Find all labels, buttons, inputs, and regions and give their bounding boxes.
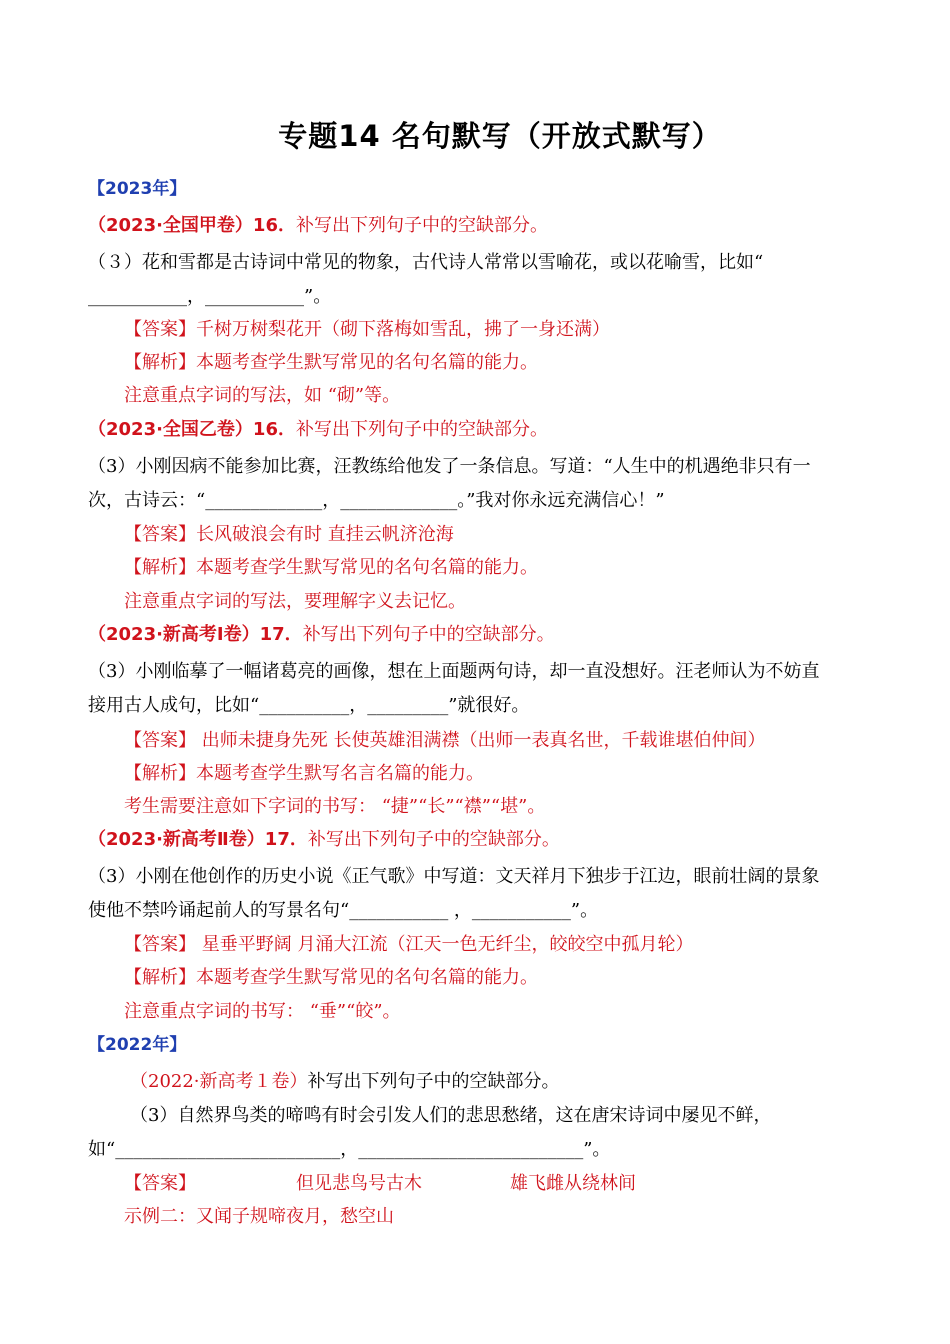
answer-text: 【答案】长风破浪会有时 直挂云帆济沧海 xyxy=(124,524,454,545)
year-heading-2023: 【2023年】 xyxy=(88,179,187,199)
note-text: 注意重点字词的写法，如 “砌”等。 xyxy=(124,385,401,406)
question-header xyxy=(88,828,560,852)
question-header xyxy=(88,214,548,238)
example-text: 示例二：又闻子规啼夜月，愁空山 xyxy=(124,1206,394,1227)
question-source: （2023·全国甲卷）16．补写出下列句子中的空缺部分。 xyxy=(88,215,548,236)
analysis-text: 【解析】本题考查学生默写名言名篇的能力。 xyxy=(124,763,484,784)
question-source: （2023·全国乙卷）16．补写出下列句子中的空缺部分。 xyxy=(88,419,548,440)
question-source: （2022·新高考１卷） xyxy=(130,1071,308,1092)
page-title: 专题14 名句默写（开放式默写） xyxy=(278,119,722,153)
question-text: （3）小刚在他创作的历史小说《正气歌》中写道：文天祥月下独步于江边，眼前壮阔的景象 xyxy=(88,866,820,887)
question-text: 接用古人成句，比如“__________，_________”就很好。 xyxy=(88,695,530,716)
question-text: 如“_________________________，_________________________”。 xyxy=(88,1139,611,1160)
question-source: （2023·新高考Ⅰ卷）17．补写出下列句子中的空缺部分。 xyxy=(88,624,555,645)
question-text: （3）小刚因病不能参加比赛，汪教练给他发了一条信息。写道：“人生中的机遇绝非只有一 xyxy=(88,456,811,477)
answer-text: 【答案】千树万树梨花开（砌下落梅如雪乱，拂了一身还满） xyxy=(124,319,610,340)
question-prompt: 补写出下列句子中的空缺部分。 xyxy=(307,1071,560,1092)
question-text: （3）自然界鸟类的啼鸣有时会引发人们的悲思愁绪，这在唐宋诗词中屡见不鲜， xyxy=(130,1105,772,1126)
note-text: 考生需要注意如下字词的书写： “捷”“长”“襟”“堪”。 xyxy=(124,796,546,817)
year-heading-2022: 【2022年】 xyxy=(88,1035,187,1055)
question-text: （３）花和雪都是古诗词中常见的物象，古代诗人常常以雪喻花，或以花喻雪，比如“ xyxy=(88,252,764,273)
question-text: 使他不禁吟诵起前人的写景名句“___________ ，___________”。 xyxy=(88,900,599,921)
question-text: 次，古诗云：“_____________，_____________。”我对你永远充满信心！” xyxy=(88,490,665,511)
answer-text: 【答案】 星垂平野阔 月涌大江流（江天一色无纤尘，皎皎空中孤月轮） xyxy=(124,934,694,955)
answer-part-1: 但见悲鸟号古木 xyxy=(296,1173,422,1194)
answer-text xyxy=(124,1172,636,1196)
note-text: 注意重点字词的书写： “垂”“皎”。 xyxy=(124,1001,401,1022)
question-header xyxy=(130,1070,560,1094)
answer-label: 【答案】 xyxy=(124,1173,196,1194)
note-text: 注意重点字词的写法，要理解字义去记忆。 xyxy=(124,591,466,612)
question-text: ___________，___________”。 xyxy=(88,286,332,307)
question-header xyxy=(88,623,555,647)
question-source: （2023·新高考Ⅱ卷）17．补写出下列句子中的空缺部分。 xyxy=(88,829,560,850)
answer-part-2: 雄飞雌从绕林间 xyxy=(510,1173,636,1194)
analysis-text: 【解析】本题考查学生默写常见的名句名篇的能力。 xyxy=(124,352,538,373)
question-text: （3）小刚临摹了一幅诸葛亮的画像，想在上面题两句诗，却一直没想好。汪老师认为不妨直 xyxy=(88,661,820,682)
analysis-text: 【解析】本题考查学生默写常见的名句名篇的能力。 xyxy=(124,557,538,578)
question-header xyxy=(88,418,548,442)
answer-text: 【答案】 出师未捷身先死 长使英雄泪满襟（出师一表真名世，千载谁堪伯仲间） xyxy=(124,730,766,751)
analysis-text: 【解析】本题考查学生默写常见的名句名篇的能力。 xyxy=(124,967,538,988)
